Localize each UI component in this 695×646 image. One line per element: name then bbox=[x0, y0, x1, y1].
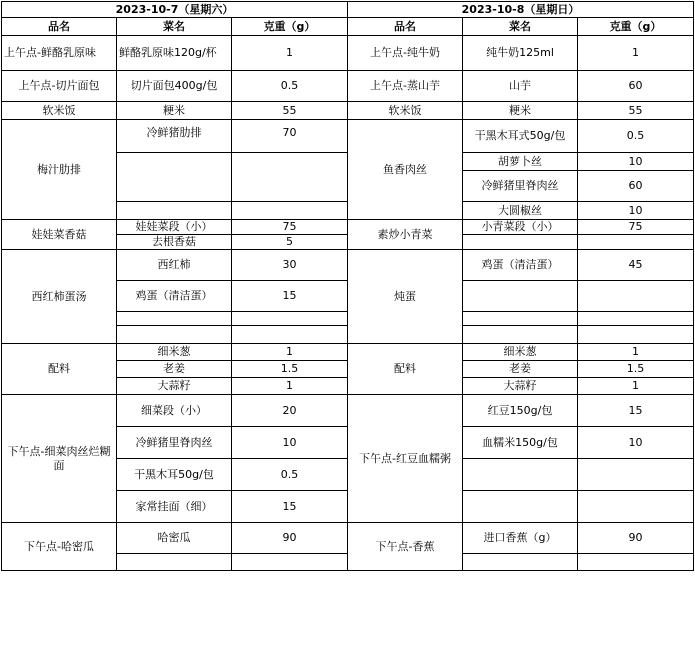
day1-empty-cell bbox=[117, 153, 232, 202]
day2-dish-cell: 小青菜段（小） bbox=[463, 220, 578, 235]
day1-dish-cell: 切片面包400g/包 bbox=[117, 71, 232, 102]
table-row bbox=[2, 250, 694, 281]
day2-dish-cell: 大蒜籽 bbox=[463, 378, 578, 395]
day2-empty-cell bbox=[578, 491, 694, 523]
day2-dish-cell: 纯牛奶125ml bbox=[463, 36, 578, 71]
day2-dish-cell: 大圆椒丝 bbox=[463, 202, 578, 220]
day1-grams-cell: 75 bbox=[232, 220, 348, 235]
day1-empty-cell bbox=[232, 554, 348, 571]
day2-empty-cell bbox=[578, 326, 694, 344]
day2-empty-cell bbox=[463, 312, 578, 326]
day1-grams-cell: 90 bbox=[232, 523, 348, 554]
day1-grams-cell: 1.5 bbox=[232, 361, 348, 378]
header-row bbox=[2, 18, 694, 36]
day2-grams-cell: 10 bbox=[578, 427, 694, 459]
day1-dish-cell: 家常挂面（细） bbox=[117, 491, 232, 523]
day1-grams-cell: 0.5 bbox=[232, 71, 348, 102]
day2-empty-cell bbox=[578, 554, 694, 571]
day1-dish-cell: 娃娃菜段（小） bbox=[117, 220, 232, 235]
day1-dish-cell: 大蒜籽 bbox=[117, 378, 232, 395]
day2-grams-cell: 15 bbox=[578, 395, 694, 427]
day2-item-cell: 下午点-红豆血糯粥 bbox=[348, 395, 463, 523]
day2-grams-cell: 0.5 bbox=[578, 120, 694, 153]
table-row bbox=[2, 523, 694, 554]
day1-dish-cell: 干黑木耳50g/包 bbox=[117, 459, 232, 491]
day1-grams-cell: 15 bbox=[232, 281, 348, 312]
day2-dish-cell: 进口香蕉（g） bbox=[463, 523, 578, 554]
day1-item-cell: 西红柿蛋汤 bbox=[2, 250, 117, 344]
day2-dish-cell: 胡萝卜丝 bbox=[463, 153, 578, 171]
day1-grams-cell: 1 bbox=[232, 344, 348, 361]
day1-grams-cell: 15 bbox=[232, 491, 348, 523]
day1-empty-cell bbox=[232, 153, 348, 202]
day2-item-cell: 炖蛋 bbox=[348, 250, 463, 344]
day2-grams-cell: 90 bbox=[578, 523, 694, 554]
day1-empty-cell bbox=[232, 312, 348, 326]
day2-empty-cell bbox=[463, 281, 578, 312]
day1-grams-cell: 0.5 bbox=[232, 459, 348, 491]
table-row bbox=[2, 395, 694, 427]
day2-empty-cell bbox=[578, 235, 694, 250]
day1-empty-cell bbox=[117, 554, 232, 571]
day1-empty-cell bbox=[117, 202, 232, 220]
menu-sheet bbox=[1, 1, 694, 571]
table-row bbox=[2, 71, 694, 102]
day2-empty-cell bbox=[463, 459, 578, 491]
day1-date: 2023-10-7（星期六） bbox=[2, 2, 348, 18]
day2-grams-cell: 60 bbox=[578, 71, 694, 102]
day2-empty-cell bbox=[463, 491, 578, 523]
day1-grams-cell: 70 bbox=[232, 120, 348, 153]
day2-dish-cell: 干黑木耳式50g/包 bbox=[463, 120, 578, 153]
day1-dish-cell: 西红柿 bbox=[117, 250, 232, 281]
day1-grams-cell: 1 bbox=[232, 378, 348, 395]
day2-date: 2023-10-8（星期日） bbox=[348, 2, 694, 18]
table-row bbox=[2, 36, 694, 71]
day1-grams-cell: 5 bbox=[232, 235, 348, 250]
menu-table bbox=[1, 1, 694, 571]
day1-empty-cell bbox=[117, 312, 232, 326]
day2-grams-cell: 10 bbox=[578, 202, 694, 220]
day2-dish-cell: 粳米 bbox=[463, 102, 578, 120]
day1-item-cell: 上午点-切片面包 bbox=[2, 71, 117, 102]
day1-dish-cell: 细米葱 bbox=[117, 344, 232, 361]
day1-dish-cell: 去根香菇 bbox=[117, 235, 232, 250]
day2-dish-cell: 山芋 bbox=[463, 71, 578, 102]
day2-header-item: 品名 bbox=[348, 18, 463, 36]
day1-item-cell: 下午点-哈密瓜 bbox=[2, 523, 117, 571]
day1-dish-cell: 冷鲜猪肋排 bbox=[117, 120, 232, 153]
day2-grams-cell: 1.5 bbox=[578, 361, 694, 378]
day2-grams-cell: 75 bbox=[578, 220, 694, 235]
day2-grams-cell: 60 bbox=[578, 171, 694, 202]
day1-item-cell: 配料 bbox=[2, 344, 117, 395]
day2-dish-cell: 血糯米150g/包 bbox=[463, 427, 578, 459]
day2-dish-cell: 冷鲜猪里脊肉丝 bbox=[463, 171, 578, 202]
day2-grams-cell: 45 bbox=[578, 250, 694, 281]
day1-dish-cell: 细菜段（小） bbox=[117, 395, 232, 427]
day1-grams-cell: 10 bbox=[232, 427, 348, 459]
day1-empty-cell bbox=[232, 202, 348, 220]
day2-grams-cell: 1 bbox=[578, 344, 694, 361]
day2-grams-cell: 55 bbox=[578, 102, 694, 120]
day2-item-cell: 上午点-蒸山芋 bbox=[348, 71, 463, 102]
day1-grams-cell: 55 bbox=[232, 102, 348, 120]
day2-empty-cell bbox=[578, 459, 694, 491]
day1-header-grams: 克重（g） bbox=[232, 18, 348, 36]
day2-item-cell: 上午点-纯牛奶 bbox=[348, 36, 463, 71]
day1-empty-cell bbox=[232, 326, 348, 344]
day2-empty-cell bbox=[463, 554, 578, 571]
table-row bbox=[2, 220, 694, 235]
day2-empty-cell bbox=[578, 312, 694, 326]
day1-item-cell: 下午点-细菜肉丝烂糊面 bbox=[2, 395, 117, 523]
table-row bbox=[2, 120, 694, 151]
day2-grams-cell: 1 bbox=[578, 36, 694, 71]
table-row bbox=[2, 102, 694, 120]
day2-empty-cell bbox=[463, 235, 578, 250]
table-row bbox=[2, 344, 694, 361]
day2-empty-cell bbox=[463, 326, 578, 344]
day2-empty-cell bbox=[578, 281, 694, 312]
day1-header-dish: 菜名 bbox=[117, 18, 232, 36]
day2-item-cell: 下午点-香蕉 bbox=[348, 523, 463, 571]
date-row bbox=[2, 2, 694, 18]
day2-grams-cell: 1 bbox=[578, 378, 694, 395]
day1-item-cell: 娃娃菜香菇 bbox=[2, 220, 117, 250]
day2-item-cell: 软米饭 bbox=[348, 102, 463, 120]
day1-grams-cell: 20 bbox=[232, 395, 348, 427]
day1-grams-cell: 30 bbox=[232, 250, 348, 281]
day2-item-cell: 素炒小青菜 bbox=[348, 220, 463, 250]
day1-dish-cell: 冷鲜猪里脊肉丝 bbox=[117, 427, 232, 459]
day1-dish-cell: 鲜酪乳原味120g/杯 bbox=[117, 36, 232, 71]
day1-dish-cell: 粳米 bbox=[117, 102, 232, 120]
day2-dish-cell: 老姜 bbox=[463, 361, 578, 378]
day1-grams-cell: 1 bbox=[232, 36, 348, 71]
day1-dish-cell: 鸡蛋（清洁蛋） bbox=[117, 281, 232, 312]
day1-dish-cell: 老姜 bbox=[117, 361, 232, 378]
day1-item-cell: 梅汁肋排 bbox=[2, 120, 117, 220]
day2-header-dish: 菜名 bbox=[463, 18, 578, 36]
day2-item-cell: 鱼香肉丝 bbox=[348, 120, 463, 220]
day2-dish-cell: 红豆150g/包 bbox=[463, 395, 578, 427]
day2-dish-cell: 细米葱 bbox=[463, 344, 578, 361]
day2-item-cell: 配料 bbox=[348, 344, 463, 395]
day1-item-cell: 软米饭 bbox=[2, 102, 117, 120]
day2-header-grams: 克重（g） bbox=[578, 18, 694, 36]
day1-header-item: 品名 bbox=[2, 18, 117, 36]
day2-grams-cell: 10 bbox=[578, 153, 694, 171]
day2-dish-cell: 鸡蛋（清洁蛋） bbox=[463, 250, 578, 281]
day1-empty-cell bbox=[117, 326, 232, 344]
day1-dish-cell: 哈密瓜 bbox=[117, 523, 232, 554]
day1-item-cell: 上午点-鲜酪乳原味 bbox=[2, 36, 117, 71]
